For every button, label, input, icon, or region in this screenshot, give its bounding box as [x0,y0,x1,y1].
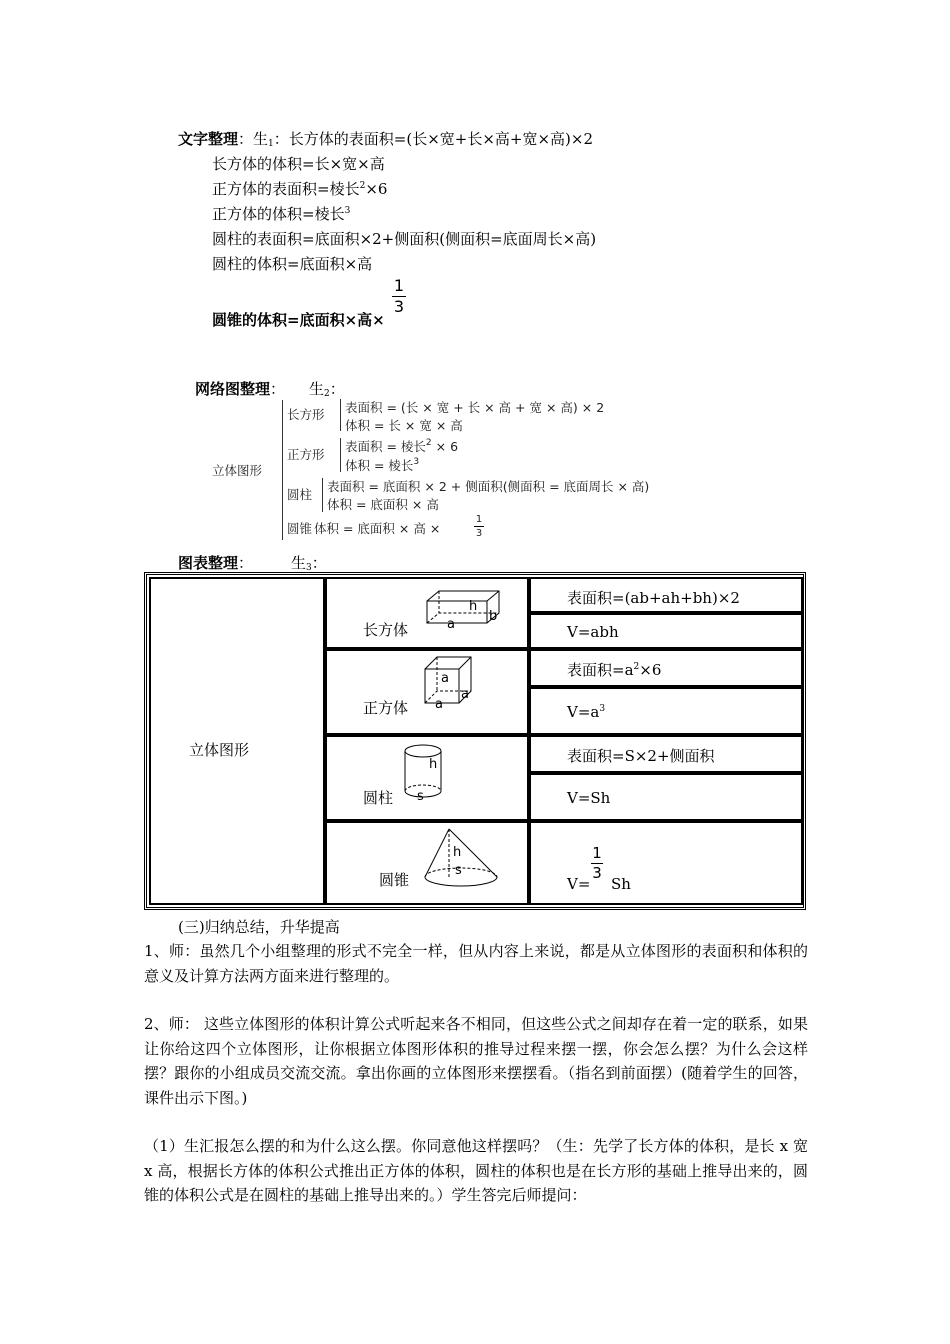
network-cuboid: 长方形 [287,407,325,422]
cone-dim-s: s [455,863,462,878]
cone-vol-frac-num: 1 [592,844,602,862]
network-student-colon: ： [329,380,345,398]
cone-vol-post: Sh [611,875,631,893]
cube-vol-sup: 3 [599,704,606,714]
cylinder-label: 圆柱 [363,789,394,807]
chart-student-num: 3 [306,563,312,573]
text-heading: 文字整理 [178,130,239,148]
text-line-6: 圆柱的体积=底面积×高 [212,255,373,273]
table-cuboid-cell [325,577,529,649]
network-heading-line [195,378,345,399]
text-line-4 [212,203,350,224]
network-cylinder: 圆柱 [287,487,313,502]
table-cone-cell [325,821,529,905]
summary-paragraph-3: （1）生汇报怎么摆的和为什么这么摆。你同意他这样摆吗？（生：先学了长方体的体积，是长 x 宽 x 高，根据长方体的体积公式推出正方体的体积，圆柱的体积也是在长方形的基础上推导出来的，圆锥的体积公式是在圆柱的基础上推导出来的。）学生答完后师提问： [144,1137,808,1204]
cylinder-vol: V=Sh [567,789,611,807]
cube-dim-a2: a [435,697,443,712]
network-cone-frac-bar [474,526,484,527]
cube-area [567,659,661,680]
cuboid-label: 长方体 [363,621,409,639]
cone-dim-h: h [453,845,462,860]
text-line-5: 圆柱的表面积=底面积×2+侧面积(侧面积=底面周长×高) [212,230,597,248]
text-student: 生 [253,130,269,148]
network-heading: 网络图整理 [195,380,271,398]
text-heading-colon: ： [238,130,254,148]
chart-heading: 图表整理 [178,554,239,572]
network-cone-label: 圆锥 [287,521,313,536]
cone-vol-frac-den: 3 [592,864,602,882]
cube-area-cell [529,649,803,687]
table-root-label: 立体图形 [189,741,250,759]
network-cyl-area: 表面积 = 底面积 × 2 + 侧面积(侧面积 = 底面周长 × 高) [327,479,650,494]
text-fraction [392,277,406,316]
cone-vol-pre: V= [567,875,591,893]
cube-vol [567,703,605,721]
text-line3-sup: 2 [359,181,366,191]
chart-student: 生 [291,554,307,572]
network-cube-vol-pre: 体积 = 棱长 [345,458,414,473]
network-cone-frac-den: 3 [475,528,483,539]
table-cylinder-cell [325,735,529,821]
network-cuboid-brace [340,399,341,431]
cube-area-pre: 表面积=a [567,661,634,679]
cube-label: 正方体 [363,699,409,717]
cylinder-vol-cell [529,773,803,821]
text-line3-pre: 正方体的表面积=棱长 [212,180,360,198]
cube-area-sup: 2 [633,662,640,672]
text-line-2: 长方体的体积=长×宽×高 [212,155,385,173]
cuboid-vol-cell [529,613,803,649]
network-student-num: 2 [324,389,330,399]
summary-paragraph-2: 2、师： 这些立体图形的体积计算公式听起来各不相同，但这些公式之间却存在着一定的联系，如果让你给这四个立体图形，让你根据立体图形体积的推导过程来摆一摆，你会怎么摆？为什么会这样摆？跟你的小组成员交流交流。拿出你画的立体图形来摆摆看。（指名到前面摆）(随着学生的回答，课件出示下图。) [144,1015,808,1107]
table-cube-cell [325,649,529,735]
table-root-cell [149,577,325,905]
cylinder-dim-s: s [417,789,424,804]
network-cone-fraction [474,514,484,539]
cuboid-vol: V=abh [567,623,619,641]
text-student-num: 1 [268,139,274,149]
cuboid-dim-a: a [447,617,455,632]
text-line-7: 圆锥的体积=底面积×高× [212,311,385,329]
cube-dim-a3: a [461,687,469,702]
cube-vol-pre: V=a [567,703,600,721]
network-cone-frac-num: 1 [475,514,483,525]
summary-paragraph-1: 1、师：虽然几个小组整理的形式不完全一样，但从内容上来说，都是从立体图形的表面积和体积的意义及计算方法两方面来进行整理的。 [144,942,808,985]
cuboid-dim-h: h [469,599,478,614]
network-cuboid-area: 表面积 = (长 × 宽 + 长 × 高 + 宽 × 高) × 2 [345,400,605,415]
cuboid-area-cell [529,577,803,613]
text-line4-sup: 3 [344,206,351,216]
network-cube-area-sup: 2 [425,438,432,448]
network-cube: 正方形 [287,447,325,462]
text-line-1 [178,128,593,149]
text-line1-tail: ：长方体的表面积=(长×宽+长×高+宽×高)×2 [273,130,594,148]
text-frac-num: 1 [393,276,405,295]
network-student: 生 [309,380,325,398]
text-line4-pre: 正方体的体积=棱长 [212,205,345,223]
network-cube-brace [340,438,341,472]
cylinder-area: 表面积=S×2+侧面积 [567,747,715,765]
network-cuboid-vol: 体积 = 长 × 宽 × 高 [345,418,463,433]
network-cylinder-brace [322,478,323,512]
network-heading-colon: ： [270,380,286,398]
cone-label: 圆锥 [379,871,410,889]
network-main-brace [282,400,283,540]
cube-dim-a1: a [441,671,449,686]
text-line-3 [212,178,387,199]
text-frac-den: 3 [393,297,405,316]
chart-heading-line [178,552,327,573]
chart-student-colon: ： [311,554,327,572]
network-cyl-vol: 体积 = 底面积 × 高 [327,497,439,512]
cone-vol-cell [529,821,803,905]
network-cone-vol: 体积 = 底面积 × 高 × [314,521,441,536]
cone-vol-fraction [591,845,603,882]
cuboid-dim-b: b [489,609,498,624]
cube-figure [419,655,479,711]
cube-area-post: ×6 [639,661,662,679]
network-cube-area-pre: 表面积 = 棱长 [345,439,426,454]
cylinder-figure [399,741,451,805]
network-root: 立体图形 [212,463,263,478]
summary-heading: (三)归纳总结，升华提高 [178,918,340,936]
cylinder-area-cell [529,735,803,773]
cuboid-figure [419,585,509,631]
network-cube-vol-sup: 3 [413,457,420,467]
network-cube-area-post: × 6 [431,439,459,454]
cylinder-dim-h: h [429,757,438,772]
shapes-table [144,572,806,910]
text-line3-post: ×6 [365,180,388,198]
network-cube-vol [345,456,419,474]
chart-heading-colon: ： [238,554,254,572]
network-cone [287,519,440,537]
cube-vol-cell [529,687,803,735]
network-cube-area [345,437,458,455]
cuboid-area: 表面积=(ab+ah+bh)×2 [567,589,740,607]
